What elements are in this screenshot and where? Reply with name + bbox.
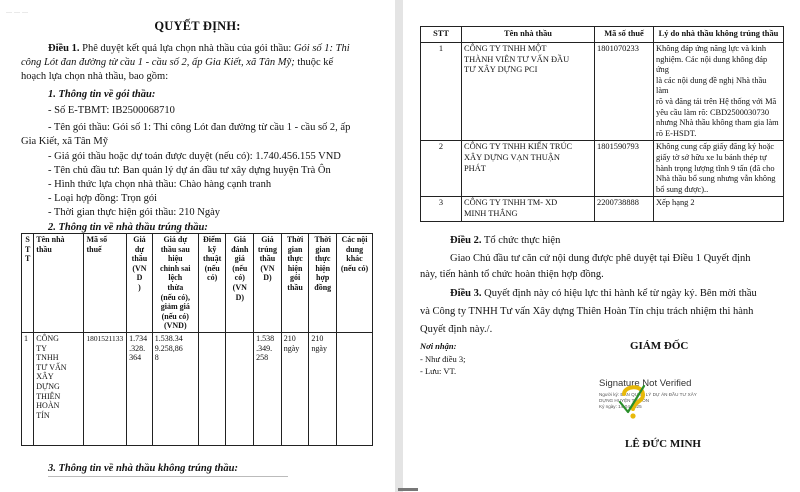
section-2-heading: 2. Thông tin về nhà thầu trúng thầu: <box>48 222 208 233</box>
table-row <box>421 43 784 141</box>
table-header: Lý do nhà thầu không trúng thầu <box>654 27 784 43</box>
table-header: Giá dự thầu (VN D ) <box>127 234 153 333</box>
director-title: GIÁM ĐỐC <box>630 340 689 352</box>
table-cell <box>198 332 226 445</box>
table-cell: 1801590793 <box>595 141 654 197</box>
winning-bidder-table <box>21 233 373 446</box>
article-2-para-2: này, tiến hành tổ chức hoàn thiện hợp đồng. <box>420 269 604 280</box>
table-cell: 2 <box>421 141 462 197</box>
table-header: Mã số thuế <box>84 234 127 333</box>
digital-signature <box>593 378 733 426</box>
signature-status: Signature Not Verified <box>599 378 692 389</box>
table-header-row <box>22 234 373 333</box>
table-header: Tên nhà thầu <box>462 27 595 43</box>
article-1-label: Điều 1. <box>48 43 80 54</box>
table-cell: 1 <box>421 43 462 141</box>
table-header: Giá đánh giá (nếu có) (VN D) <box>226 234 254 333</box>
table-cell <box>226 332 254 445</box>
article-2-label: Điều 2. <box>450 235 482 246</box>
table-cell: CÔNG TY TNHH MỘT THÀNH VIÊN TƯ VẤN ĐẦU TƯ XÂY DỰNG PCI <box>462 43 595 141</box>
table-cell: 1.538.34 9.258,86 8 <box>152 332 198 445</box>
signature-details: Người ký: BAN QUẢN LÝ DỰ ÁN ĐẦU TƯ XÂY DỰNG HUYỆN TRÀ ÔN Ký ngày: 14-04-2025 <box>599 392 697 409</box>
table-cell: 1801521133 <box>84 332 127 445</box>
signer-name: LÊ ĐỨC MINH <box>625 438 701 450</box>
info-duration: - Thời gian thực hiện gói thầu: 210 Ngày <box>48 207 221 218</box>
decision-title: QUYẾT ĐỊNH: <box>154 19 241 33</box>
table-cell: CÔNG TY TNHH TƯ VẤN XÂY DỰNG THIÊN HOÀN TÍN <box>34 332 84 445</box>
table-cell: 1801070233 <box>595 43 654 141</box>
page-gutter <box>395 0 403 492</box>
table-header: Mã số thuế <box>595 27 654 43</box>
article-3-label: Điều 3. <box>450 288 482 299</box>
recipient-item: - Lưu: VT. <box>420 366 457 376</box>
info-package-name: - Tên gói thầu: Gói số 1: Thi công Lót đan đường từ cầu 1 - cầu số 2, ấp <box>48 122 351 133</box>
page-right <box>403 0 800 492</box>
losing-bidders-table <box>420 26 784 222</box>
info-bid-number: - Số E-TBMT: IB2500068710 <box>48 105 175 116</box>
recipients-heading: Nơi nhận: <box>420 341 457 351</box>
info-investor: - Tên chủ đầu tư: Ban quản lý dự án đầu tư xây dựng huyện Trà Ôn <box>48 165 331 176</box>
table-header-row <box>421 27 784 43</box>
article-3: Điều 3. Quyết định này có hiệu lực thi hành kể từ ngày ký. Bên mời thầu <box>450 288 757 299</box>
section-1-heading: 1. Thông tin về gói thầu: <box>48 89 156 100</box>
table-header: Giá dự thầu sau hiệu chỉnh sai lệch thừa (nếu có), giảm giá (nếu có) (VND) <box>152 234 198 333</box>
info-package-price: - Giá gói thầu hoặc dự toán được duyệt (nếu có): 1.740.456.155 VND <box>48 151 341 162</box>
info-contract-type: - Loại hợp đồng: Trọn gói <box>48 193 158 204</box>
table-cell: 1.734 .328. 364 <box>127 332 153 445</box>
divider <box>48 476 288 477</box>
table-header: Thời gian thực hiện gói thầu <box>281 234 309 333</box>
table-cell: Xếp hạng 2 <box>654 197 784 221</box>
table-cell: Không cung cấp giấy đăng ký hoặc giấy tờ sở hữu xe lu bánh thép tự hành trọng lượng tĩnh 9 tấn (đã cho Nhà thầu bổ sung nhưng vẫn không bổ sung được).. <box>654 141 784 197</box>
verification-check-icon <box>616 382 650 420</box>
info-selection-method: - Hình thức lựa chọn nhà thầu: Chào hàng cạnh tranh <box>48 179 272 190</box>
recipient-item: - Như điều 3; <box>420 354 466 364</box>
article-1-line-1: Điều 1. Phê duyệt kết quả lựa chọn nhà thầu của gói thầu: Gói số 1: Thi <box>48 43 350 54</box>
table-header: Các nội dung khác (nếu có) <box>337 234 373 333</box>
article-1-line-2: công Lót đan đường từ cầu 1 - cầu số 2, ấp Gia Kiết, xã Tân Mỹ; thuộc kế <box>21 57 334 68</box>
page-indicator[interactable] <box>398 488 418 491</box>
info-package-name-cont: Gia Kiết, xã Tân Mỹ <box>21 136 108 147</box>
table-cell: Không đáp ứng năng lực và kinh nghiệm. Các nội dung không đáp ứng là các nội dung đề nghị Nhà thầu làm rõ và đăng tải trên Hệ thống với Mã yêu cầu làm rõ: CBD2500030730 nhưng Nhà thầu không tham gia làm rõ E-HSDT. <box>654 43 784 141</box>
table-row <box>421 141 784 197</box>
table-header: Giá trúng thầu (VN D) <box>254 234 282 333</box>
section-3-heading: 3. Thông tin về nhà thầu không trúng thầu: <box>48 463 238 474</box>
table-header: Thời gian thực hiện hợp đồng <box>309 234 337 333</box>
table-cell: 2200738888 <box>595 197 654 221</box>
article-1-line-3: hoạch lựa chọn nhà thầu, bao gồm: <box>21 71 169 82</box>
article-3-para-3: Quyết định này./. <box>420 324 493 335</box>
table-cell: 1.538 .349. 258 <box>254 332 282 445</box>
table-cell: CÔNG TY TNHH KIẾN TRÚC XÂY DỰNG VẠN THUẬN PHÁT <box>462 141 595 197</box>
table-cell: 210 ngày <box>281 332 309 445</box>
table-header: S T T <box>22 234 34 333</box>
page-header-faint: ... ... ... <box>6 6 28 15</box>
article-2: Điều 2. Tổ chức thực hiện <box>450 235 561 246</box>
article-3-para-2: và Công ty TNHH Tư vấn Xây dựng Thiên Hoàn Tín chịu trách nhiệm thi hành <box>420 306 754 317</box>
article-2-para-1: Giao Chủ đầu tư căn cứ nội dung được phê duyệt tại Điều 1 Quyết định <box>450 253 751 264</box>
table-cell: CÔNG TY TNHH TM- XD MINH THẮNG <box>462 197 595 221</box>
table-cell <box>337 332 373 445</box>
table-header: Điểm kỹ thuật (nếu có) <box>198 234 226 333</box>
table-row <box>22 332 373 445</box>
page-left <box>0 0 395 492</box>
table-cell: 3 <box>421 197 462 221</box>
table-cell: 210 ngày <box>309 332 337 445</box>
table-header: Tên nhà thầu <box>34 234 84 333</box>
table-header: STT <box>421 27 462 43</box>
table-row <box>421 197 784 221</box>
table-cell: 1 <box>22 332 34 445</box>
